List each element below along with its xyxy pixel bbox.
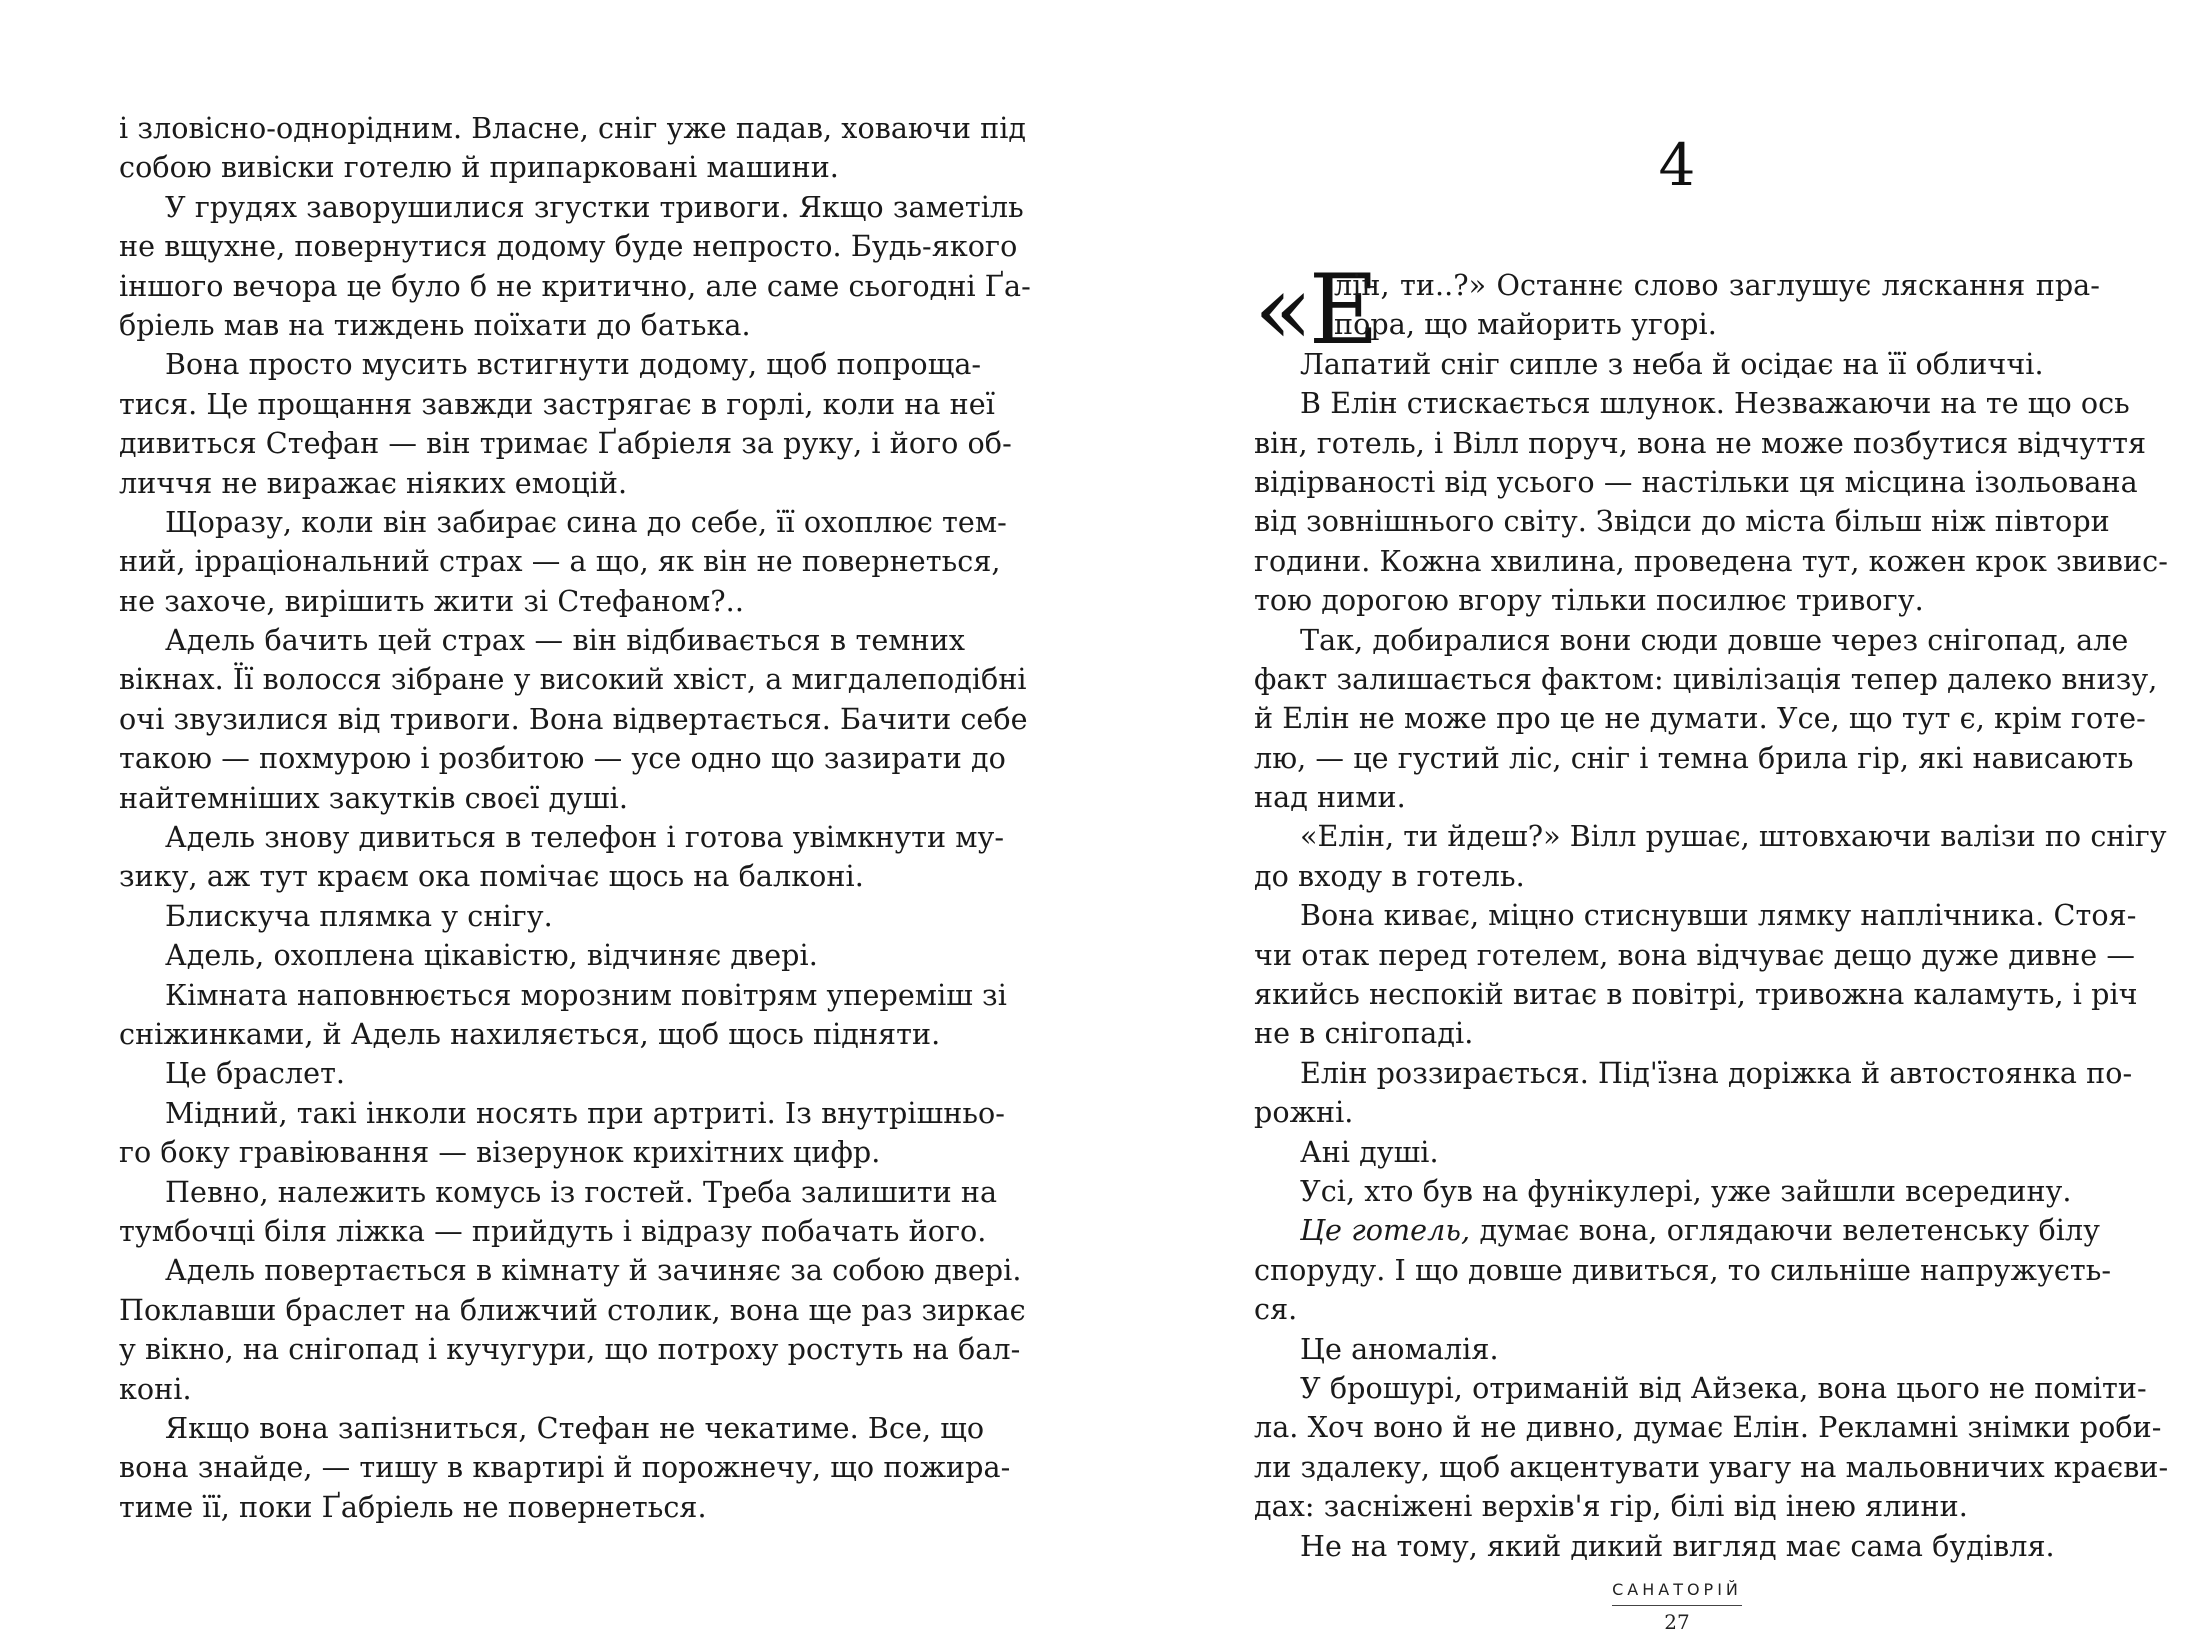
text-line: ся.: [1254, 1292, 1298, 1327]
text-line: [1254, 1211, 2100, 1250]
page-footer: [1254, 1580, 2100, 1634]
text-line: В Елін стискається шлунок. Незважаючи на те що ось: [1300, 386, 2130, 421]
text-line: Адель повертається в кімнату й зачиняє за собою двері.: [165, 1253, 1022, 1288]
text-line: тумбочці біля ліжка — прийдуть і відразу побачать його.: [119, 1213, 987, 1248]
text-line: Ані душі.: [1300, 1134, 1439, 1169]
text-line: у вікно, на снігопад і кучугури, що потроху ростуть на бал-: [119, 1332, 1021, 1367]
text-line: тою дорогою вгору тільки посилює тривогу.: [1254, 583, 1924, 618]
text-line: години. Кожна хвилина, проведена тут, кожен крок звивис-: [1254, 543, 2168, 578]
text-line: пора, що майорить угорі.: [1334, 307, 1717, 342]
text-line: собою вивіски готелю й припарковані машини.: [119, 150, 839, 185]
text-line: Щоразу, коли він забирає сина до себе, її охоплює тем-: [165, 504, 1007, 539]
text-line: Адель, охоплена цікавістю, відчиняє двері.: [165, 938, 818, 973]
text-line: го боку гравіювання — візерунок крихітних цифр.: [119, 1135, 881, 1170]
text-line: лін, ти..?» Останнє слово заглушує ляскання пра-: [1334, 268, 2100, 302]
text-line: Блискуча плямка у снігу.: [165, 898, 553, 933]
text-line: такою — похмурою і розбитою — усе одно що зазирати до: [119, 741, 1006, 776]
text-line: тиме її, поки Ґабріель не повернеться.: [119, 1489, 707, 1524]
text-line: вона знайде, — тишу в квартирі й порожнечу, що пожира-: [119, 1450, 1011, 1485]
text-line: не в снігопаді.: [1254, 1016, 1474, 1051]
text-line: очі звузилися від тривоги. Вона відвертається. Бачити себе: [119, 701, 1028, 736]
text-line: лю, — це густий ліс, сніг і темна брила гір, які нависають: [1254, 740, 2134, 775]
text-line: від зовнішнього світу. Звідси до міста більш ніж півтори: [1254, 504, 2110, 539]
text-line: Усі, хто був на фунікулері, уже зайшли всередину.: [1300, 1173, 2072, 1208]
text-line: іншого вечора це було б не критично, але саме сьогодні Ґа-: [119, 268, 1031, 303]
text-line: споруду. І що довше дивиться, то сильніше напружуєть-: [1254, 1252, 2112, 1287]
text-line: Лапатий сніг сипле з неба й осідає на її обличчі.: [1300, 346, 2044, 381]
text-line: ний, ірраціональний страх — а що, як він не повернеться,: [119, 544, 1001, 579]
italic-text: Це готель,: [1300, 1213, 1471, 1248]
text-line: рожні.: [1254, 1095, 1354, 1130]
text-line: Не на тому, який дикий вигляд має сама будівля.: [1300, 1528, 2055, 1563]
text-line: Адель знову дивиться в телефон і готова увімкнути му-: [165, 820, 1005, 855]
text-line: Поклавши браслет на ближчий столик, вона ще раз зиркає: [119, 1292, 1026, 1327]
text-line: Це аномалія.: [1300, 1331, 1499, 1366]
text-line: У брошурі, отриманій від Айзека, вона цього не поміти-: [1300, 1370, 2147, 1405]
text-line: зику, аж тут краєм ока помічає щось на балконі.: [119, 859, 864, 894]
text-line: тися. Це прощання завжди застрягає в горлі, коли на неї: [119, 386, 995, 421]
text-line: Адель бачить цей страх — він відбивається в темних: [165, 623, 965, 658]
text-line: Елін роззирається. Під'їзна доріжка й автостоянка по-: [1300, 1055, 2133, 1090]
text-line: відірваності від усього — настільки ця місцина ізольована: [1254, 464, 2138, 499]
text-line: дивиться Стефан — він тримає Ґабріеля за руку, і його об-: [119, 426, 1012, 461]
text-line: не захоче, вирішить жити зі Стефаном?..: [119, 583, 744, 618]
text-line: коні.: [119, 1371, 192, 1406]
text-line: чи отак перед готелем, вона відчуває дещо дуже дивне —: [1254, 937, 2136, 972]
left-page-body: [119, 109, 1031, 1527]
right-page: [1254, 0, 2169, 1650]
right-page-body: [1254, 254, 2169, 1566]
text-line: й Елін не може про це не думати. Усе, що тут є, крім готе-: [1254, 701, 2146, 736]
text-line: У грудях заворушилися згустки тривоги. Якщо заметіль: [165, 189, 1024, 224]
text-line: «Елін, ти йдеш?» Вілл рушає, штовхаючи валізи по снігу: [1300, 819, 2167, 854]
text-line: до входу в готель.: [1254, 858, 1525, 893]
text-line: личчя не виражає ніяких емоцій.: [119, 465, 628, 500]
line-text: думає вона, оглядаючи велетенську білу: [1470, 1213, 2100, 1248]
text-line: Певно, належить комусь із гостей. Треба залишити на: [165, 1174, 998, 1209]
text-line: дах: засніжені верхів'я гір, білі від інею ялини.: [1254, 1489, 1968, 1524]
running-title: САНАТОРІЙ: [1612, 1580, 1742, 1606]
text-line: ли здалеку, щоб акцентувати увагу на мальовничих краєви-: [1254, 1449, 2169, 1484]
text-line: він, готель, і Вілл поруч, вона не може позбутися відчуття: [1254, 425, 2147, 460]
text-line: найтемніших закутків своєї душі.: [119, 780, 628, 815]
text-line: Мідний, такі інколи носять при артриті. Із внутрішньо-: [165, 1095, 1005, 1130]
text-line: ла. Хоч воно й не дивно, думає Елін. Рекламні знімки роби-: [1254, 1410, 2162, 1445]
text-line: вікнах. Її волосся зібране у високий хвіст, а мигдалеподібні: [119, 662, 1027, 697]
text-line: Вона просто мусить встигнути додому, щоб попроща-: [165, 347, 982, 382]
text-line: Це браслет.: [165, 1056, 346, 1091]
text-line: Вона киває, міцно стиснувши лямку наплічника. Стоя-: [1300, 898, 2137, 933]
drop-cap: «Е: [1254, 254, 1375, 366]
text-line: Якщо вона запізниться, Стефан не чекатиме. Все, що: [165, 1410, 985, 1445]
text-line: Так, добиралися вони сюди довше через снігопад, але: [1300, 622, 2129, 657]
text-line: і зловісно-однорідним. Власне, сніг уже падав, ховаючи під: [119, 111, 1027, 145]
text-line: факт залишається фактом: цивілізація тепер далеко внизу,: [1254, 661, 2158, 696]
text-line: не вщухне, повернутися додому буде непросто. Будь-якого: [119, 229, 1018, 264]
text-line: Кімната наповнюється морозним повітрям упереміш зі: [165, 977, 1007, 1012]
text-line: сніжинками, й Адель нахиляється, щоб щось підняти.: [119, 1016, 941, 1051]
text-line: якийсь неспокій витає в повітрі, тривожна каламуть, і річ: [1254, 977, 2138, 1012]
page-number: 27: [1664, 1610, 1690, 1634]
chapter-number: 4: [1658, 131, 1696, 199]
text-line: над ними.: [1254, 780, 1406, 815]
text-line: бріель мав на тиждень поїхати до батька.: [119, 307, 751, 342]
left-page: [119, 0, 1031, 1650]
